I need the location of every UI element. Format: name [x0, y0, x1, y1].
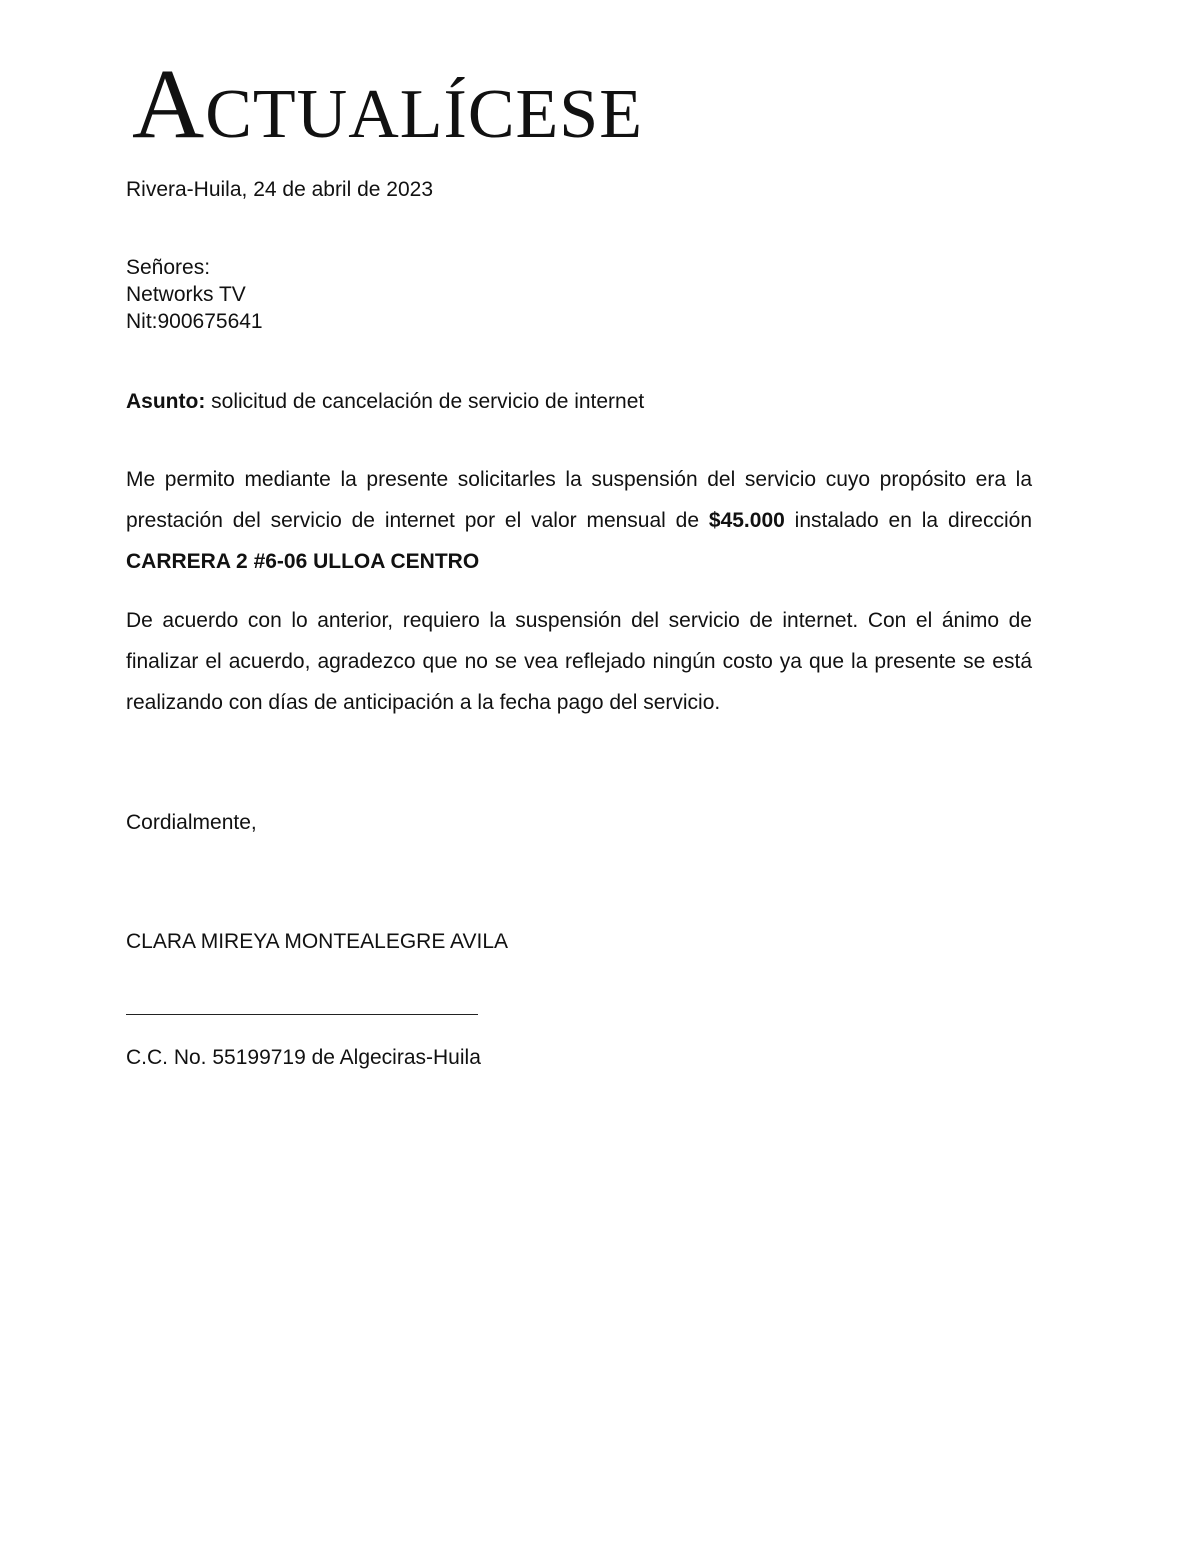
signature-line: [126, 1014, 478, 1015]
body-paragraph-2: De acuerdo con lo anterior, requiero la suspensión del servicio de internet. Con el ánimo de finalizar el acuerdo, agradezco que no se vea reflejado ningún costo ya que la presente se está realizando con días de anticipación a la fecha pago del servicio.: [126, 609, 1032, 714]
subject-label: Asunto:: [126, 390, 206, 413]
service-address: CARRERA 2 #6-06 ULLOA CENTRO: [126, 550, 480, 573]
closing: Cordialmente,: [126, 811, 257, 834]
recipient-company: Networks TV: [126, 283, 246, 306]
recipient-block: [126, 254, 1032, 335]
subject-text: solicitud de cancelación de servicio de internet: [205, 390, 645, 413]
body-paragraph-1: [126, 459, 1032, 582]
actualicese-logo: Actualícese: [132, 48, 643, 159]
recipient-nit: Nit:900675641: [126, 310, 263, 333]
letter-date: Rivera-Huila, 24 de abril de 2023: [126, 178, 434, 201]
subject-line: [126, 388, 1032, 415]
signer-name: CLARA MIREYA MONTEALEGRE AVILA: [126, 930, 509, 953]
paragraph-1-part-2: instalado en la dirección: [784, 509, 1032, 532]
paragraph-1-part-1: Me permito mediante la presente solicitarles la suspensión del servicio cuyo propósito era la prestación del servicio de internet por el valor mensual de: [126, 468, 1032, 532]
recipient-salutation: Señores:: [126, 256, 211, 279]
signer-id: C.C. No. 55199719 de Algeciras-Huila: [126, 1046, 481, 1069]
monthly-amount: $45.000: [708, 509, 785, 532]
